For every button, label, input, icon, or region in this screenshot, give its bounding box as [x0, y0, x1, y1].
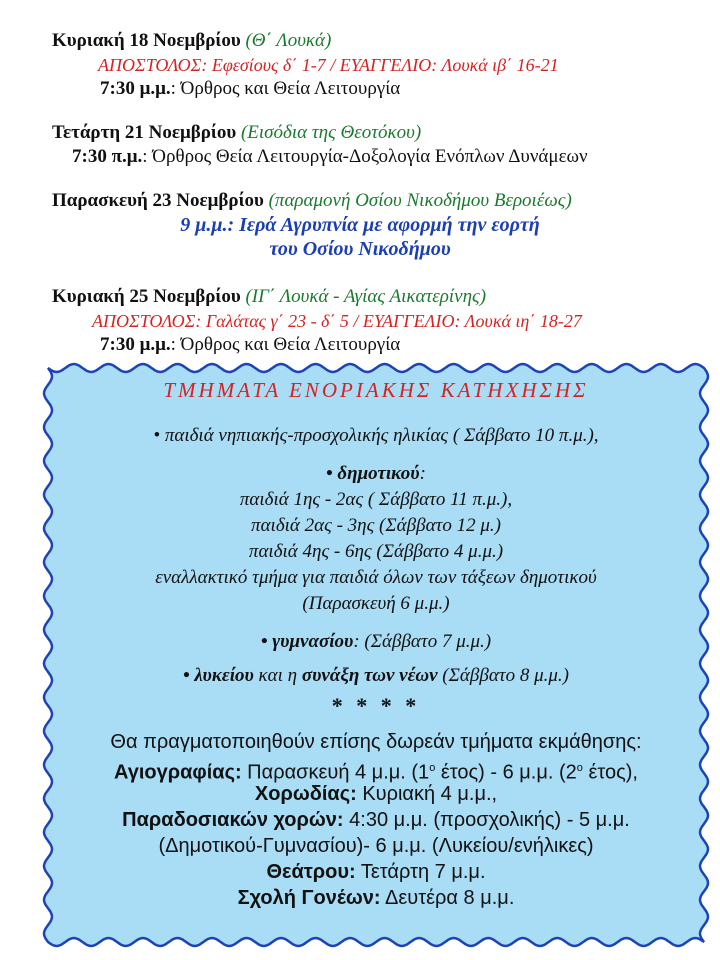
- lyk-rest: (Σάββατο 8 μ.μ.): [437, 665, 569, 686]
- day-heading-4: [52, 286, 486, 308]
- readings-line-4: ΑΠΟΣΤΟΛΟΣ: Γαλάτας γ΄ 23 - δ΄ 5 / ΕΥΑΓΓΕΛΙΟ: Λουκά ιη΄ 18-27: [92, 311, 582, 331]
- dance-label: Παραδοσιακών χορών:: [122, 809, 344, 831]
- choir-line: [40, 782, 712, 806]
- choir-rest: Κυριακή 4 μ.μ.,: [356, 783, 498, 805]
- parents-line: [40, 886, 712, 910]
- primary-colon: :: [419, 463, 426, 484]
- day-name: Κυριακή 25 Νοεμβρίου: [52, 286, 241, 307]
- catechesis-content: [40, 360, 712, 950]
- primary-line-4: εναλλακτικό τμήμα για παιδιά όλων των τάξεων δημοτικού: [155, 567, 597, 588]
- service-line-4: [100, 334, 400, 356]
- primary-line-1: παιδιά 1ης - 2ας ( Σάββατο 11 π.μ.),: [239, 489, 513, 510]
- catechesis-box: [40, 360, 712, 950]
- primary-label: • δημοτικού: [326, 463, 420, 484]
- free-intro: Θα πραγματοποιηθούν επίσης δωρεάν τμήματα εκμάθησης:: [110, 731, 642, 753]
- day-heading-2: [52, 122, 421, 144]
- parents-label: Σχολή Γονέων:: [237, 887, 381, 909]
- superscript: ο: [576, 762, 583, 774]
- service-time: 7:30 π.μ.: [72, 146, 143, 167]
- icon-label: Αγιογραφίας:: [114, 761, 242, 784]
- parents-rest: Δευτέρα 8 μ.μ.: [380, 887, 515, 909]
- theatre-rest: Τετάρτη 7 μ.μ.: [355, 861, 486, 883]
- icon-time-b: έτος) - 6 μ.μ. (2: [435, 761, 577, 784]
- gymnasium-line: [40, 630, 712, 654]
- dance-line-2: (Δημοτικού-Γυμνασίου)- 6 μ.μ. (Λυκείου/ενήλικες): [158, 835, 594, 857]
- feast-note: (παραμονή Οσίου Νικοδήμου Βεροιέως): [268, 190, 572, 211]
- catechesis-title: ΤΜΗΜΑΤΑ ΕΝΟΡΙΑΚΗΣ ΚΑΤΗΧΗΣΗΣ: [163, 378, 589, 402]
- preschool-line: • παιδιά νηπιακής-προσχολικής ηλικίας ( Σάββατο 10 π.μ.),: [153, 425, 599, 446]
- feast-note: (Εισόδια της Θεοτόκου): [240, 122, 422, 143]
- primary-line-5: (Παρασκευή 6 μ.μ.): [302, 593, 450, 614]
- feast-note: (Θ΄ Λουκά): [245, 30, 332, 51]
- lyceum-line: [40, 664, 712, 688]
- vigil-line-1: 9 μ.μ.: Ιερά Αγρυπνία με αφορμή την εορτή: [180, 214, 540, 236]
- icon-painting-line: [40, 756, 712, 785]
- vigil-line-2: του Οσίου Νικοδήμου: [269, 238, 451, 260]
- lyk-label2: συνάξη των νέων: [301, 665, 438, 686]
- service-time: 7:30 μ.μ.: [100, 78, 171, 99]
- service-line-2: [72, 146, 588, 168]
- superscript: ο: [429, 762, 436, 774]
- readings-line-1: ΑΠΟΣΤΟΛΟΣ: Εφεσίους δ΄ 1-7 / ΕΥΑΓΓΕΛΙΟ: Λουκά ιβ΄ 16-21: [98, 55, 559, 75]
- day-name: Τετάρτη 21 Νοεμβρίου: [52, 122, 237, 143]
- day-name: Κυριακή 18 Νοεμβρίου: [52, 30, 241, 51]
- icon-time-c: έτος),: [582, 761, 638, 784]
- theatre-line: [40, 860, 712, 884]
- icon-time-a: Παρασκευή 4 μ.μ. (1: [241, 761, 430, 784]
- service-desc: : Όρθρος και Θεία Λειτουργία: [170, 78, 401, 99]
- day-heading-1: [52, 30, 331, 52]
- service-time: 7:30 μ.μ.: [100, 334, 171, 355]
- feast-note: (ΙΓ΄ Λουκά - Αγίας Αικατερίνης): [245, 286, 487, 307]
- gym-label: • γυμνασίου: [260, 631, 354, 652]
- service-desc: : Όρθρος Θεία Λειτουργία-Δοξολογία Ενόπλων Δυνάμεων: [142, 146, 588, 167]
- choir-label: Χορωδίας:: [254, 783, 357, 805]
- primary-heading: [40, 462, 712, 486]
- primary-line-3: παιδιά 4ης - 6ης (Σάββατο 4 μ.μ.): [248, 541, 504, 562]
- dance-line: [40, 808, 712, 832]
- primary-line-2: παιδιά 2ας - 3ης (Σάββατο 12 μ.): [251, 515, 501, 536]
- theatre-label: Θεάτρου:: [266, 861, 356, 883]
- dance-rest: 4:30 μ.μ. (προσχολικής) - 5 μ.μ.: [343, 809, 630, 831]
- day-name: Παρασκευή 23 Νοεμβρίου: [52, 190, 264, 211]
- separator: * * * *: [331, 693, 421, 718]
- lyk-mid: και η: [253, 665, 302, 686]
- lyk-label: • λυκείου: [182, 665, 254, 686]
- gym-rest: : (Σάββατο 7 μ.μ.): [353, 631, 492, 652]
- service-line-1: [100, 78, 400, 100]
- service-desc: : Όρθρος και Θεία Λειτουργία: [170, 334, 401, 355]
- day-heading-3: [52, 190, 572, 212]
